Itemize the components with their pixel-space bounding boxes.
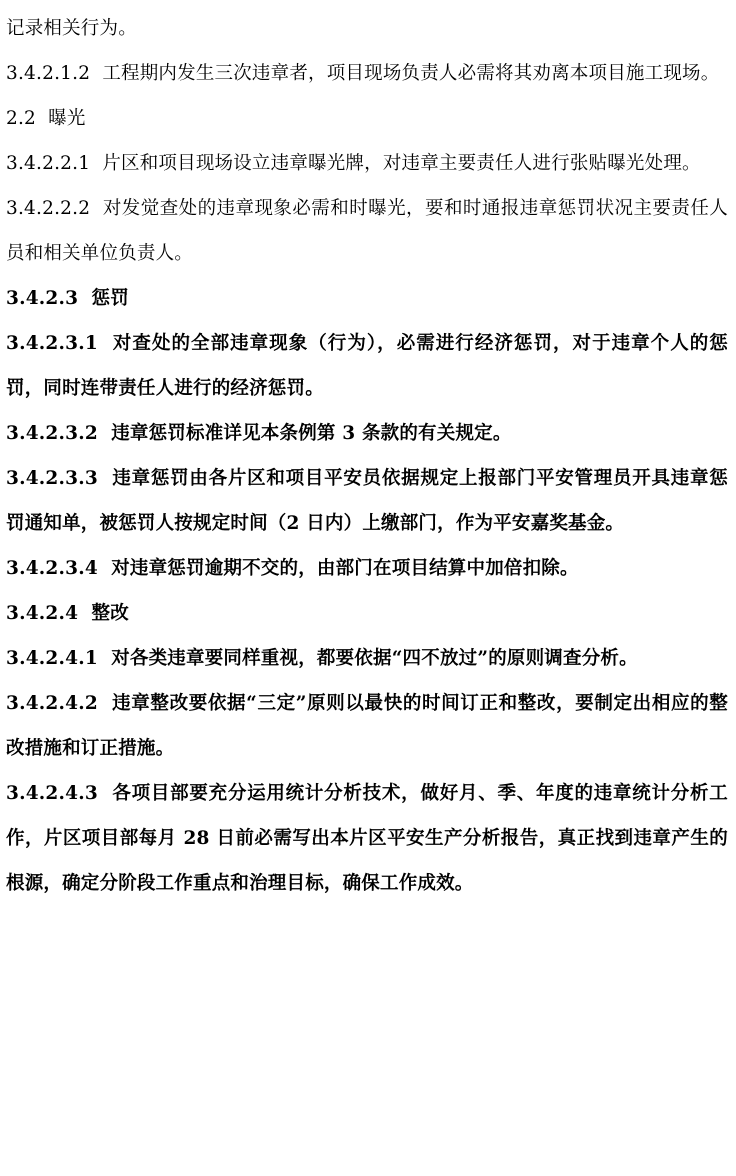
p-3-4-2-3-4: 3.4.2.3.4 对违章惩罚逾期不交的，由部门在项目结算中加倍扣除。 (6, 558, 579, 579)
p-continued-line: 记录相关行为。 (6, 18, 137, 39)
p-3-4-2-2-1: 3.4.2.2.1 片区和项目现场设立违章曝光牌，对违章主要责任人进行张贴曝光处理。 (6, 153, 701, 174)
p-3-4-2-3-heading: 3.4.2.3 惩罚 (6, 288, 129, 309)
p-3-4-2-4-1: 3.4.2.4.1 对各类违章要同样重视，都要依据“四不放过”的原则调查分析。 (6, 648, 638, 669)
p-3-4-2-4-heading: 3.4.2.4 整改 (6, 603, 129, 624)
p-2-2-heading: 2.2 曝光 (6, 108, 86, 129)
p-3-4-2-3-2: 3.4.2.3.2 违章惩罚标准详见本条例第 3 条款的有关规定。 (6, 423, 512, 444)
p-3-4-2-1-2: 3.4.2.1.2 工程期内发生三次违章者，项目现场负责人必需将其劝离本项目施工现场。 (6, 63, 720, 84)
p-3-4-2-2-2: 3.4.2.2.2 对发觉查处的违章现象必需和时曝光，要和时通报违章惩罚状况主要责任人员和相关单位负责人。 (6, 198, 728, 264)
p-3-4-2-3-3: 3.4.2.3.3 违章惩罚由各片区和项目平安员依据规定上报部门平安管理员开具违章惩罚通知单，被惩罚人按规定时间（2 日内）上缴部门，作为平安嘉奖基金。 (6, 468, 728, 534)
p-3-4-2-4-3: 3.4.2.4.3 各项目部要充分运用统计分析技术，做好月、季、年度的违章统计分析工作，片区项目部每月 28 日前必需写出本片区平安生产分析报告，真正找到违章产生的根源，确定分阶段工作重点和治理目标，确保工作成效。 (6, 783, 728, 894)
p-3-4-2-4-2: 3.4.2.4.2 违章整改要依据“三定”原则以最快的时间订正和整改，要制定出相应的整改措施和订正措施。 (6, 693, 728, 759)
p-3-4-2-3-1: 3.4.2.3.1 对查处的全部违章现象（行为），必需进行经济惩罚，对于违章个人的惩罚，同时连带责任人进行的经济惩罚。 (6, 333, 728, 399)
document-body (6, 6, 728, 906)
